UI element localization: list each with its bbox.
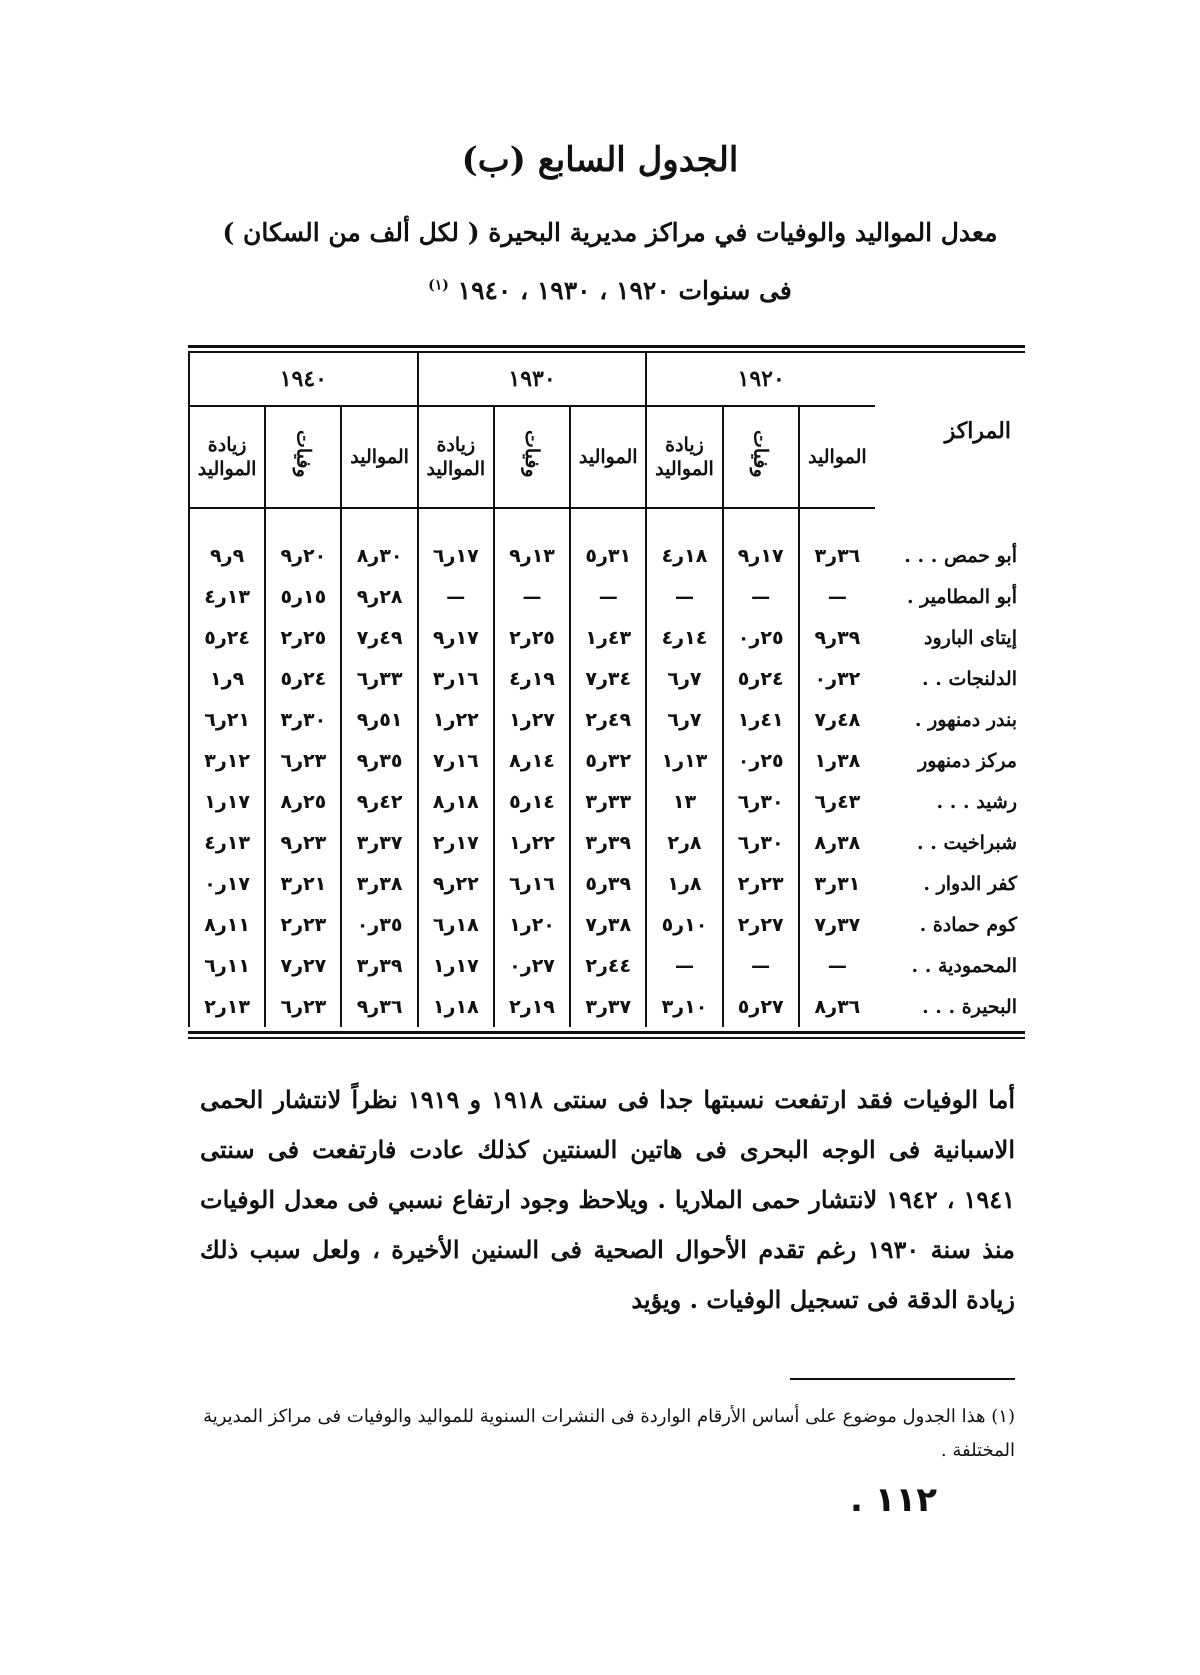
cell-deaths-1930: — bbox=[494, 576, 570, 617]
cell-increase-1930: ٢٢ر١ bbox=[418, 699, 494, 740]
header-deaths-1920: وفيات bbox=[723, 406, 799, 508]
cell-deaths-1930: ١٤ر٥ bbox=[494, 781, 570, 822]
table-row bbox=[189, 658, 1025, 699]
cell-deaths-1920: ٢٧ر٢ bbox=[723, 904, 799, 945]
table-row bbox=[189, 986, 1025, 1027]
cell-births-1930: ٤٩ر٢ bbox=[570, 699, 646, 740]
table-row bbox=[189, 617, 1025, 658]
center-name: شبراخيت . . bbox=[916, 831, 1017, 854]
cell-increase-1940: ١٧ر٠ bbox=[189, 863, 265, 904]
table-body bbox=[189, 508, 1025, 1027]
cell-births-1920: ٣٦ر٣ bbox=[799, 535, 875, 576]
cell-births-1920: ٤٣ر٦ bbox=[799, 781, 875, 822]
cell-deaths-1930: ١٩ر٢ bbox=[494, 986, 570, 1027]
footnote-divider bbox=[790, 1378, 1015, 1380]
cell-births-1930: ٣٢ر٥ bbox=[570, 740, 646, 781]
cell-births-1930: ٣٩ر٣ bbox=[570, 822, 646, 863]
cell-births-1940: ٣٩ر٣ bbox=[341, 945, 417, 986]
cell-births-1930: ٣١ر٥ bbox=[570, 535, 646, 576]
cell-deaths-1940: ٢١ر٣ bbox=[265, 863, 341, 904]
header-increase-1920: زيادة المواليد bbox=[646, 406, 722, 508]
cell-deaths-1940: ٢٥ر٨ bbox=[265, 781, 341, 822]
center-name: كفر الدوار . bbox=[923, 872, 1017, 895]
cell-births-1940: ٤٩ر٧ bbox=[341, 617, 417, 658]
header-births-1930: المواليد bbox=[570, 406, 646, 508]
cell-deaths-1920: ١٧ر٩ bbox=[723, 535, 799, 576]
cell-deaths-1920: ٢٣ر٢ bbox=[723, 863, 799, 904]
cell-deaths-1940: ٢٧ر٧ bbox=[265, 945, 341, 986]
cell-deaths-1930: ١٤ر٨ bbox=[494, 740, 570, 781]
cell-increase-1940: ١١ر٦ bbox=[189, 945, 265, 986]
header-increase-1940: زيادة المواليد bbox=[189, 406, 265, 508]
header-births-1920: المواليد bbox=[799, 406, 875, 508]
cell-deaths-1920: ٢٥ر٠ bbox=[723, 617, 799, 658]
cell-births-1920: ٣٩ر٩ bbox=[799, 617, 875, 658]
center-name: إيتاى البارود bbox=[924, 626, 1017, 649]
header-centers: المراكز bbox=[944, 417, 1011, 444]
cell-increase-1920: ١٠ر٥ bbox=[646, 904, 722, 945]
cell-increase-1920: ١٣ر١ bbox=[646, 740, 722, 781]
cell-increase-1940: ١٧ر١ bbox=[189, 781, 265, 822]
cell-increase-1920: ٨ر٢ bbox=[646, 822, 722, 863]
cell-increase-1940: ١٣ر٤ bbox=[189, 576, 265, 617]
cell-deaths-1930: ١٩ر٤ bbox=[494, 658, 570, 699]
cell-deaths-1920: — bbox=[723, 576, 799, 617]
cell-deaths-1940: ٣٠ر٣ bbox=[265, 699, 341, 740]
footnote-reference: (١) bbox=[428, 277, 449, 294]
cell-deaths-1920: — bbox=[723, 945, 799, 986]
header-increase-1930: زيادة المواليد bbox=[418, 406, 494, 508]
cell-deaths-1940: ٢٣ر٢ bbox=[265, 904, 341, 945]
cell-increase-1930: ١٧ر١ bbox=[418, 945, 494, 986]
cell-increase-1920: — bbox=[646, 945, 722, 986]
cell-births-1920: ٣٨ر٨ bbox=[799, 822, 875, 863]
table-row bbox=[189, 699, 1025, 740]
cell-deaths-1930: ١٦ر٦ bbox=[494, 863, 570, 904]
cell-births-1920: ٣٦ر٨ bbox=[799, 986, 875, 1027]
header-year-1930: ١٩٣٠ bbox=[418, 353, 647, 406]
cell-births-1940: ٣٦ر٩ bbox=[341, 986, 417, 1027]
cell-births-1940: ٣٠ر٨ bbox=[341, 535, 417, 576]
cell-births-1920: ٤٨ر٧ bbox=[799, 699, 875, 740]
cell-deaths-1930: ٢٢ر١ bbox=[494, 822, 570, 863]
cell-births-1940: ٤٢ر٩ bbox=[341, 781, 417, 822]
cell-deaths-1940: ٢٠ر٩ bbox=[265, 535, 341, 576]
cell-deaths-1930: ٢٠ر١ bbox=[494, 904, 570, 945]
table-row bbox=[189, 535, 1025, 576]
header-deaths-1930: وفيات bbox=[494, 406, 570, 508]
header-year-1920: ١٩٢٠ bbox=[646, 353, 875, 406]
header-births-1940: المواليد bbox=[341, 406, 417, 508]
cell-increase-1930: ١٨ر١ bbox=[418, 986, 494, 1027]
center-name: الدلنجات . . bbox=[922, 667, 1017, 690]
cell-increase-1940: ٩ر٩ bbox=[189, 535, 265, 576]
center-name: كوم حمادة . bbox=[919, 913, 1017, 936]
cell-increase-1930: ١٧ر٦ bbox=[418, 535, 494, 576]
table-title: الجدول السابع (ب) bbox=[461, 140, 739, 180]
cell-increase-1930: ١٧ر٩ bbox=[418, 617, 494, 658]
header-deaths-1940: وفيات bbox=[265, 406, 341, 508]
spacer-row bbox=[189, 508, 1025, 535]
cell-births-1920: ٣٨ر١ bbox=[799, 740, 875, 781]
cell-births-1930: ٣٧ر٣ bbox=[570, 986, 646, 1027]
cell-deaths-1940: ٢٤ر٥ bbox=[265, 658, 341, 699]
cell-deaths-1920: ٣٠ر٦ bbox=[723, 822, 799, 863]
cell-births-1940: ٣٨ر٣ bbox=[341, 863, 417, 904]
cell-deaths-1930: ١٣ر٩ bbox=[494, 535, 570, 576]
center-name: رشيد . . . bbox=[936, 790, 1017, 813]
cell-increase-1940: ١١ر٨ bbox=[189, 904, 265, 945]
table-top-rule bbox=[188, 345, 1025, 353]
cell-increase-1930: ١٦ر٧ bbox=[418, 740, 494, 781]
cell-births-1930: ٤٤ر٢ bbox=[570, 945, 646, 986]
table-bottom-rule bbox=[188, 1031, 1025, 1039]
cell-births-1940: ٣٣ر٦ bbox=[341, 658, 417, 699]
page-number: ١١٢ . bbox=[850, 1480, 938, 1520]
cell-increase-1930: ١٨ر٦ bbox=[418, 904, 494, 945]
cell-increase-1940: ٢١ر٦ bbox=[189, 699, 265, 740]
data-table bbox=[188, 353, 1025, 1027]
cell-births-1920: — bbox=[799, 576, 875, 617]
cell-deaths-1940: ١٥ر٥ bbox=[265, 576, 341, 617]
center-name: أبو المطامير . bbox=[906, 585, 1017, 608]
table-row bbox=[189, 781, 1025, 822]
cell-increase-1920: — bbox=[646, 576, 722, 617]
cell-increase-1920: ١٠ر٣ bbox=[646, 986, 722, 1027]
table-row bbox=[189, 740, 1025, 781]
cell-increase-1920: ١٣ bbox=[646, 781, 722, 822]
cell-increase-1930: ١٧ر٢ bbox=[418, 822, 494, 863]
table-row bbox=[189, 822, 1025, 863]
cell-deaths-1940: ٢٣ر٩ bbox=[265, 822, 341, 863]
births-deaths-table bbox=[188, 345, 1025, 1039]
header-year-1940: ١٩٤٠ bbox=[189, 353, 418, 406]
cell-increase-1920: ٨ر١ bbox=[646, 863, 722, 904]
cell-deaths-1920: ٢٥ر٠ bbox=[723, 740, 799, 781]
cell-increase-1930: ١٨ر٨ bbox=[418, 781, 494, 822]
center-name: أبو حمص . . . bbox=[904, 544, 1017, 567]
footnote: (١) هذا الجدول موضوع على أساس الأرقام الواردة فى النشرات السنوية للمواليد والوفيات فى مراكز المديرية المختلفة . bbox=[203, 1406, 1015, 1461]
table-row bbox=[189, 576, 1025, 617]
cell-increase-1920: ١٤ر٤ bbox=[646, 617, 722, 658]
cell-deaths-1920: ٣٠ر٦ bbox=[723, 781, 799, 822]
cell-deaths-1940: ٢٣ر٦ bbox=[265, 986, 341, 1027]
cell-increase-1940: ١٢ر٣ bbox=[189, 740, 265, 781]
cell-births-1940: ٣٥ر٠ bbox=[341, 904, 417, 945]
years-text: فى سنوات ١٩٢٠ ، ١٩٣٠ ، ١٩٤٠ bbox=[457, 276, 792, 305]
table-row bbox=[189, 945, 1025, 986]
cell-births-1930: ٣٨ر٧ bbox=[570, 904, 646, 945]
cell-increase-1940: ٩ر١ bbox=[189, 658, 265, 699]
cell-births-1920: ٣٢ر٠ bbox=[799, 658, 875, 699]
cell-increase-1940: ١٣ر٢ bbox=[189, 986, 265, 1027]
cell-increase-1920: ٧ر٦ bbox=[646, 699, 722, 740]
cell-deaths-1930: ٢٥ر٢ bbox=[494, 617, 570, 658]
cell-births-1940: ٥١ر٩ bbox=[341, 699, 417, 740]
cell-deaths-1920: ٤١ر١ bbox=[723, 699, 799, 740]
cell-births-1930: ٤٣ر١ bbox=[570, 617, 646, 658]
center-name: بندر دمنهور . bbox=[914, 708, 1017, 731]
cell-deaths-1930: ٢٧ر٠ bbox=[494, 945, 570, 986]
cell-deaths-1920: ٢٤ر٥ bbox=[723, 658, 799, 699]
center-name: المحمودية . . bbox=[911, 954, 1017, 977]
cell-increase-1930: ١٦ر٣ bbox=[418, 658, 494, 699]
cell-increase-1920: ٧ر٦ bbox=[646, 658, 722, 699]
cell-births-1920: — bbox=[799, 945, 875, 986]
cell-births-1930: ٣٤ر٧ bbox=[570, 658, 646, 699]
cell-deaths-1920: ٢٧ر٥ bbox=[723, 986, 799, 1027]
table-years-line bbox=[180, 276, 1040, 305]
cell-increase-1940: ١٣ر٤ bbox=[189, 822, 265, 863]
table-row bbox=[189, 904, 1025, 945]
table-row bbox=[189, 863, 1025, 904]
center-name: البحيرة . . . bbox=[922, 995, 1017, 1018]
cell-births-1940: ٣٥ر٩ bbox=[341, 740, 417, 781]
table-subtitle: معدل المواليد والوفيات في مراكز مديرية البحيرة ( لكل ألف من السكان ) bbox=[222, 218, 998, 247]
cell-births-1940: ٢٨ر٩ bbox=[341, 576, 417, 617]
cell-births-1920: ٣١ر٣ bbox=[799, 863, 875, 904]
cell-births-1940: ٣٧ر٣ bbox=[341, 822, 417, 863]
cell-increase-1930: ٢٢ر٩ bbox=[418, 863, 494, 904]
cell-increase-1930: — bbox=[418, 576, 494, 617]
cell-increase-1940: ٢٤ر٥ bbox=[189, 617, 265, 658]
cell-births-1930: — bbox=[570, 576, 646, 617]
body-paragraph: أما الوفيات فقد ارتفعت نسبتها جدا فى سنتى ١٩١٨ و ١٩١٩ نظراً لانتشار الحمى الاسبانية فى الوجه البحرى فى هاتين السنتين كذلك عادت فارتفعت فى سنتى ١٩٤١ ، ١٩٤٢ لانتشار حمى الملاريا . ويلاحظ وجود ارتفاع نسبي فى معدل الوفيات منذ سنة ١٩٣٠ رغم تقدم الأحوال الصحية فى السنين الأخيرة ، ولعل سبب ذلك زيادة الدقة فى تسجيل الوفيات . ويؤيد bbox=[200, 1085, 1015, 1314]
cell-births-1920: ٣٧ر٧ bbox=[799, 904, 875, 945]
center-name: مركز دمنهور bbox=[918, 749, 1017, 772]
cell-births-1930: ٣٩ر٥ bbox=[570, 863, 646, 904]
cell-increase-1920: ١٨ر٤ bbox=[646, 535, 722, 576]
cell-births-1930: ٣٣ر٣ bbox=[570, 781, 646, 822]
cell-deaths-1930: ٢٧ر١ bbox=[494, 699, 570, 740]
cell-deaths-1940: ٢٥ر٢ bbox=[265, 617, 341, 658]
cell-deaths-1940: ٢٣ر٦ bbox=[265, 740, 341, 781]
